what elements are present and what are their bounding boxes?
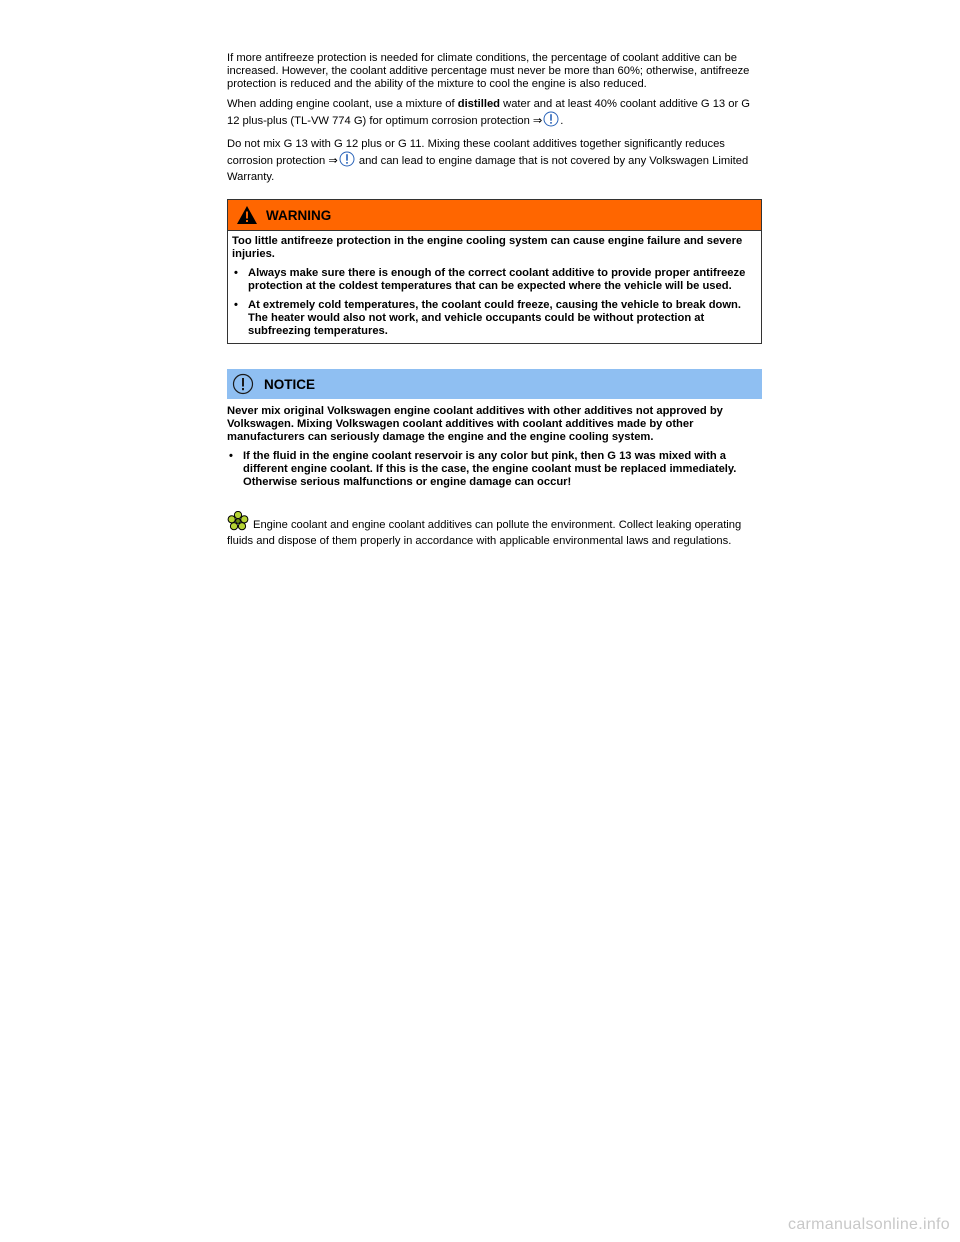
- warning-bullet: [232, 299, 755, 338]
- warning-bullet-text: At extremely cold temperatures, the coolant could freeze, causing the vehicle to break down. The heater would also not work, and vehicle occupants could be without protection at subfreezing temperatures.: [248, 299, 742, 337]
- intro-paragraph-2: [227, 98, 762, 131]
- intro-p2-start: When adding engine coolant, use a mixture of: [227, 98, 458, 110]
- notice-reference-icon[interactable]: [543, 111, 559, 131]
- notice-header: [227, 369, 762, 399]
- notice-bullet-text: If the fluid in the engine coolant reservoir is any color but pink, then G 13 was mixed with a different engine coolant. If this is the case, the engine coolant must be replaced immediately. Otherwise serious malfunctions or engine damage can occur!: [243, 450, 737, 488]
- environment-text: Engine coolant and engine coolant additives can pollute the environment. Collect leaking operating fluids and dispose of them properly in accordance with applicable environmental laws and regulations.: [227, 519, 742, 547]
- notice-circle-icon: [232, 373, 254, 395]
- notice-title: NOTICE: [264, 376, 316, 392]
- warning-triangle-icon: [236, 205, 258, 225]
- warning-body: [228, 231, 761, 343]
- warning-text: Too little antifreeze protection in the engine cooling system can cause engine failure and severe injuries.: [232, 235, 743, 260]
- environment-note: [227, 511, 762, 548]
- intro-paragraph-3: [227, 138, 762, 184]
- bullet-dot: •: [234, 267, 238, 279]
- warning-box: [227, 199, 762, 344]
- warning-title: WARNING: [266, 207, 332, 223]
- bullet-dot: •: [234, 299, 238, 311]
- warning-header: [228, 200, 761, 231]
- intro-p2-bold: distilled: [457, 98, 501, 110]
- intro-p2-end: .: [560, 115, 564, 127]
- notice-text: Never mix original Volkswagen engine coolant additives with other additives not approved by Volkswagen. Mixing Volkswagen coolant additives with coolant additives made by other manufacturers can seriously damage the engine and the engine cooling system.: [227, 405, 723, 443]
- flower-icon: [227, 511, 249, 535]
- notice-reference-icon[interactable]: [339, 151, 355, 171]
- intro-p3-end: and can lead to engine damage that is not covered by any Volkswagen Limited Warranty.: [227, 155, 749, 183]
- watermark: carmanualsonline.info: [788, 1216, 950, 1233]
- intro-paragraph-1: If more antifreeze protection is needed for climate conditions, the percentage of coolant additive can be increased. However, the coolant additive percentage must never be more than 60%; otherwise, antifreeze protection is reduced and the ability of the mixture to cool the engine is also reduced.: [227, 52, 750, 90]
- document-body: [227, 52, 762, 555]
- warning-bullet: [232, 267, 755, 299]
- bullet-dot: •: [229, 450, 233, 462]
- notice-body: [227, 405, 762, 495]
- intro-p2-middle: water and at least 40% coolant additive G 13 or G 12 plus-plus (TL-VW 774 G) for optimum corrosion protection ⇒: [227, 98, 751, 127]
- notice-bullet: [227, 450, 762, 495]
- warning-bullet-text: Always make sure there is enough of the correct coolant additive to provide proper antifreeze protection at the coldest temperatures that can be expected where the vehicle will be used.: [248, 267, 746, 292]
- intro-p3-start: Do not mix G 13 with G 12 plus or G 11. Mixing these coolant additives together significantly reduces corrosion protection ⇒: [227, 138, 725, 167]
